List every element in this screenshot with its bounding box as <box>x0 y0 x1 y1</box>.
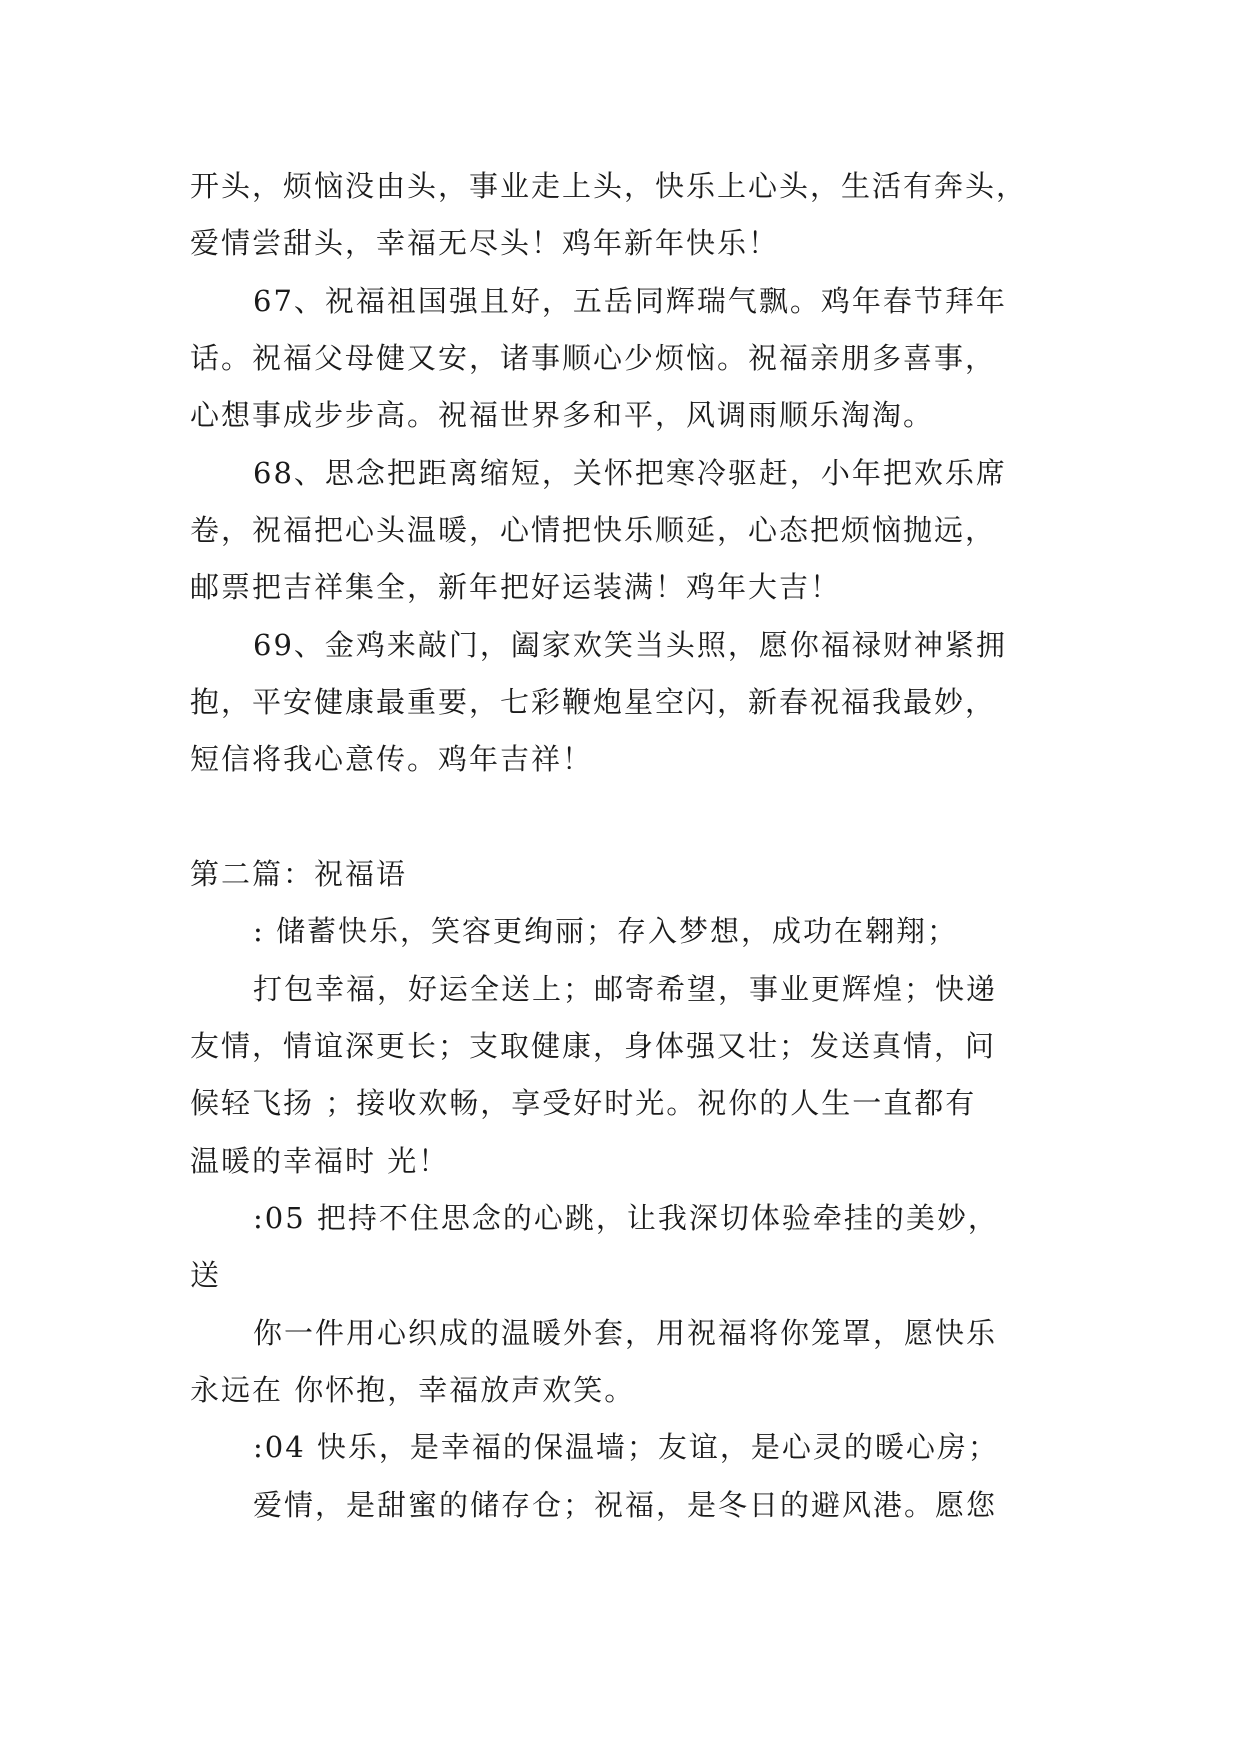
text-line: 心想事成步步高。祝福世界多和平，风调雨顺乐淘淘。 <box>190 398 935 432</box>
text-line: 永远在 你怀抱，幸福放声欢笑。 <box>190 1373 636 1407</box>
text-line: : 储蓄快乐，笑容更绚丽；存入梦想，成功在翱翔； <box>253 914 958 948</box>
section-heading: 第二篇：祝福语 <box>190 857 408 891</box>
text-line: 抱，平安健康最重要，七彩鞭炮星空闪，新春祝福我最妙， <box>190 685 997 719</box>
text-line: :05 把持不住思念的心跳，让我深切体验牵挂的美妙， <box>253 1201 999 1235</box>
text-line: 邮票把吉祥集全，新年把好运装满！鸡年大吉！ <box>190 570 842 604</box>
text-line: 话。祝福父母健又安，诸事顺心少烦恼。祝福亲朋多喜事， <box>190 341 997 375</box>
text-line: 友情，情谊深更长；支取健康，身体强又壮；发送真情，问 <box>190 1029 997 1063</box>
text-line: 爱情尝甜头，幸福无尽头！鸡年新年快乐！ <box>190 226 780 260</box>
text-line: 送 <box>190 1258 222 1292</box>
text-line: 温暖的幸福时 光！ <box>190 1144 450 1178</box>
text-line: 69、金鸡来敲门，阖家欢笑当头照，愿你福禄财神紧拥 <box>253 628 1007 662</box>
text-line: :04 快乐，是幸福的保温墙；友谊，是心灵的暖心房； <box>253 1430 999 1464</box>
text-line: 开头，烦恼没由头，事业走上头，快乐上心头，生活有奔头， <box>190 169 1028 203</box>
text-line: 候轻飞扬 ；接收欢畅，享受好时光。祝你的人生一直都有 <box>190 1086 977 1120</box>
text-line: 卷，祝福把心头温暖，心情把快乐顺延，心态把烦恼抛远， <box>190 513 997 547</box>
text-line: 你一件用心织成的温暖外套，用祝福将你笼罩，愿快乐 <box>253 1316 998 1350</box>
text-line: 短信将我心意传。鸡年吉祥！ <box>190 742 594 776</box>
text-line: 68、思念把距离缩短，关怀把寒冷驱赶，小年把欢乐席 <box>253 456 1007 490</box>
text-line: 打包幸福，好运全送上；邮寄希望，事业更辉煌；快递 <box>253 972 998 1006</box>
text-line: 67、祝福祖国强且好，五岳同辉瑞气飘。鸡年春节拜年 <box>253 284 1007 318</box>
text-line: 爱情，是甜蜜的储存仓；祝福，是冬日的避风港。愿您 <box>253 1488 998 1522</box>
